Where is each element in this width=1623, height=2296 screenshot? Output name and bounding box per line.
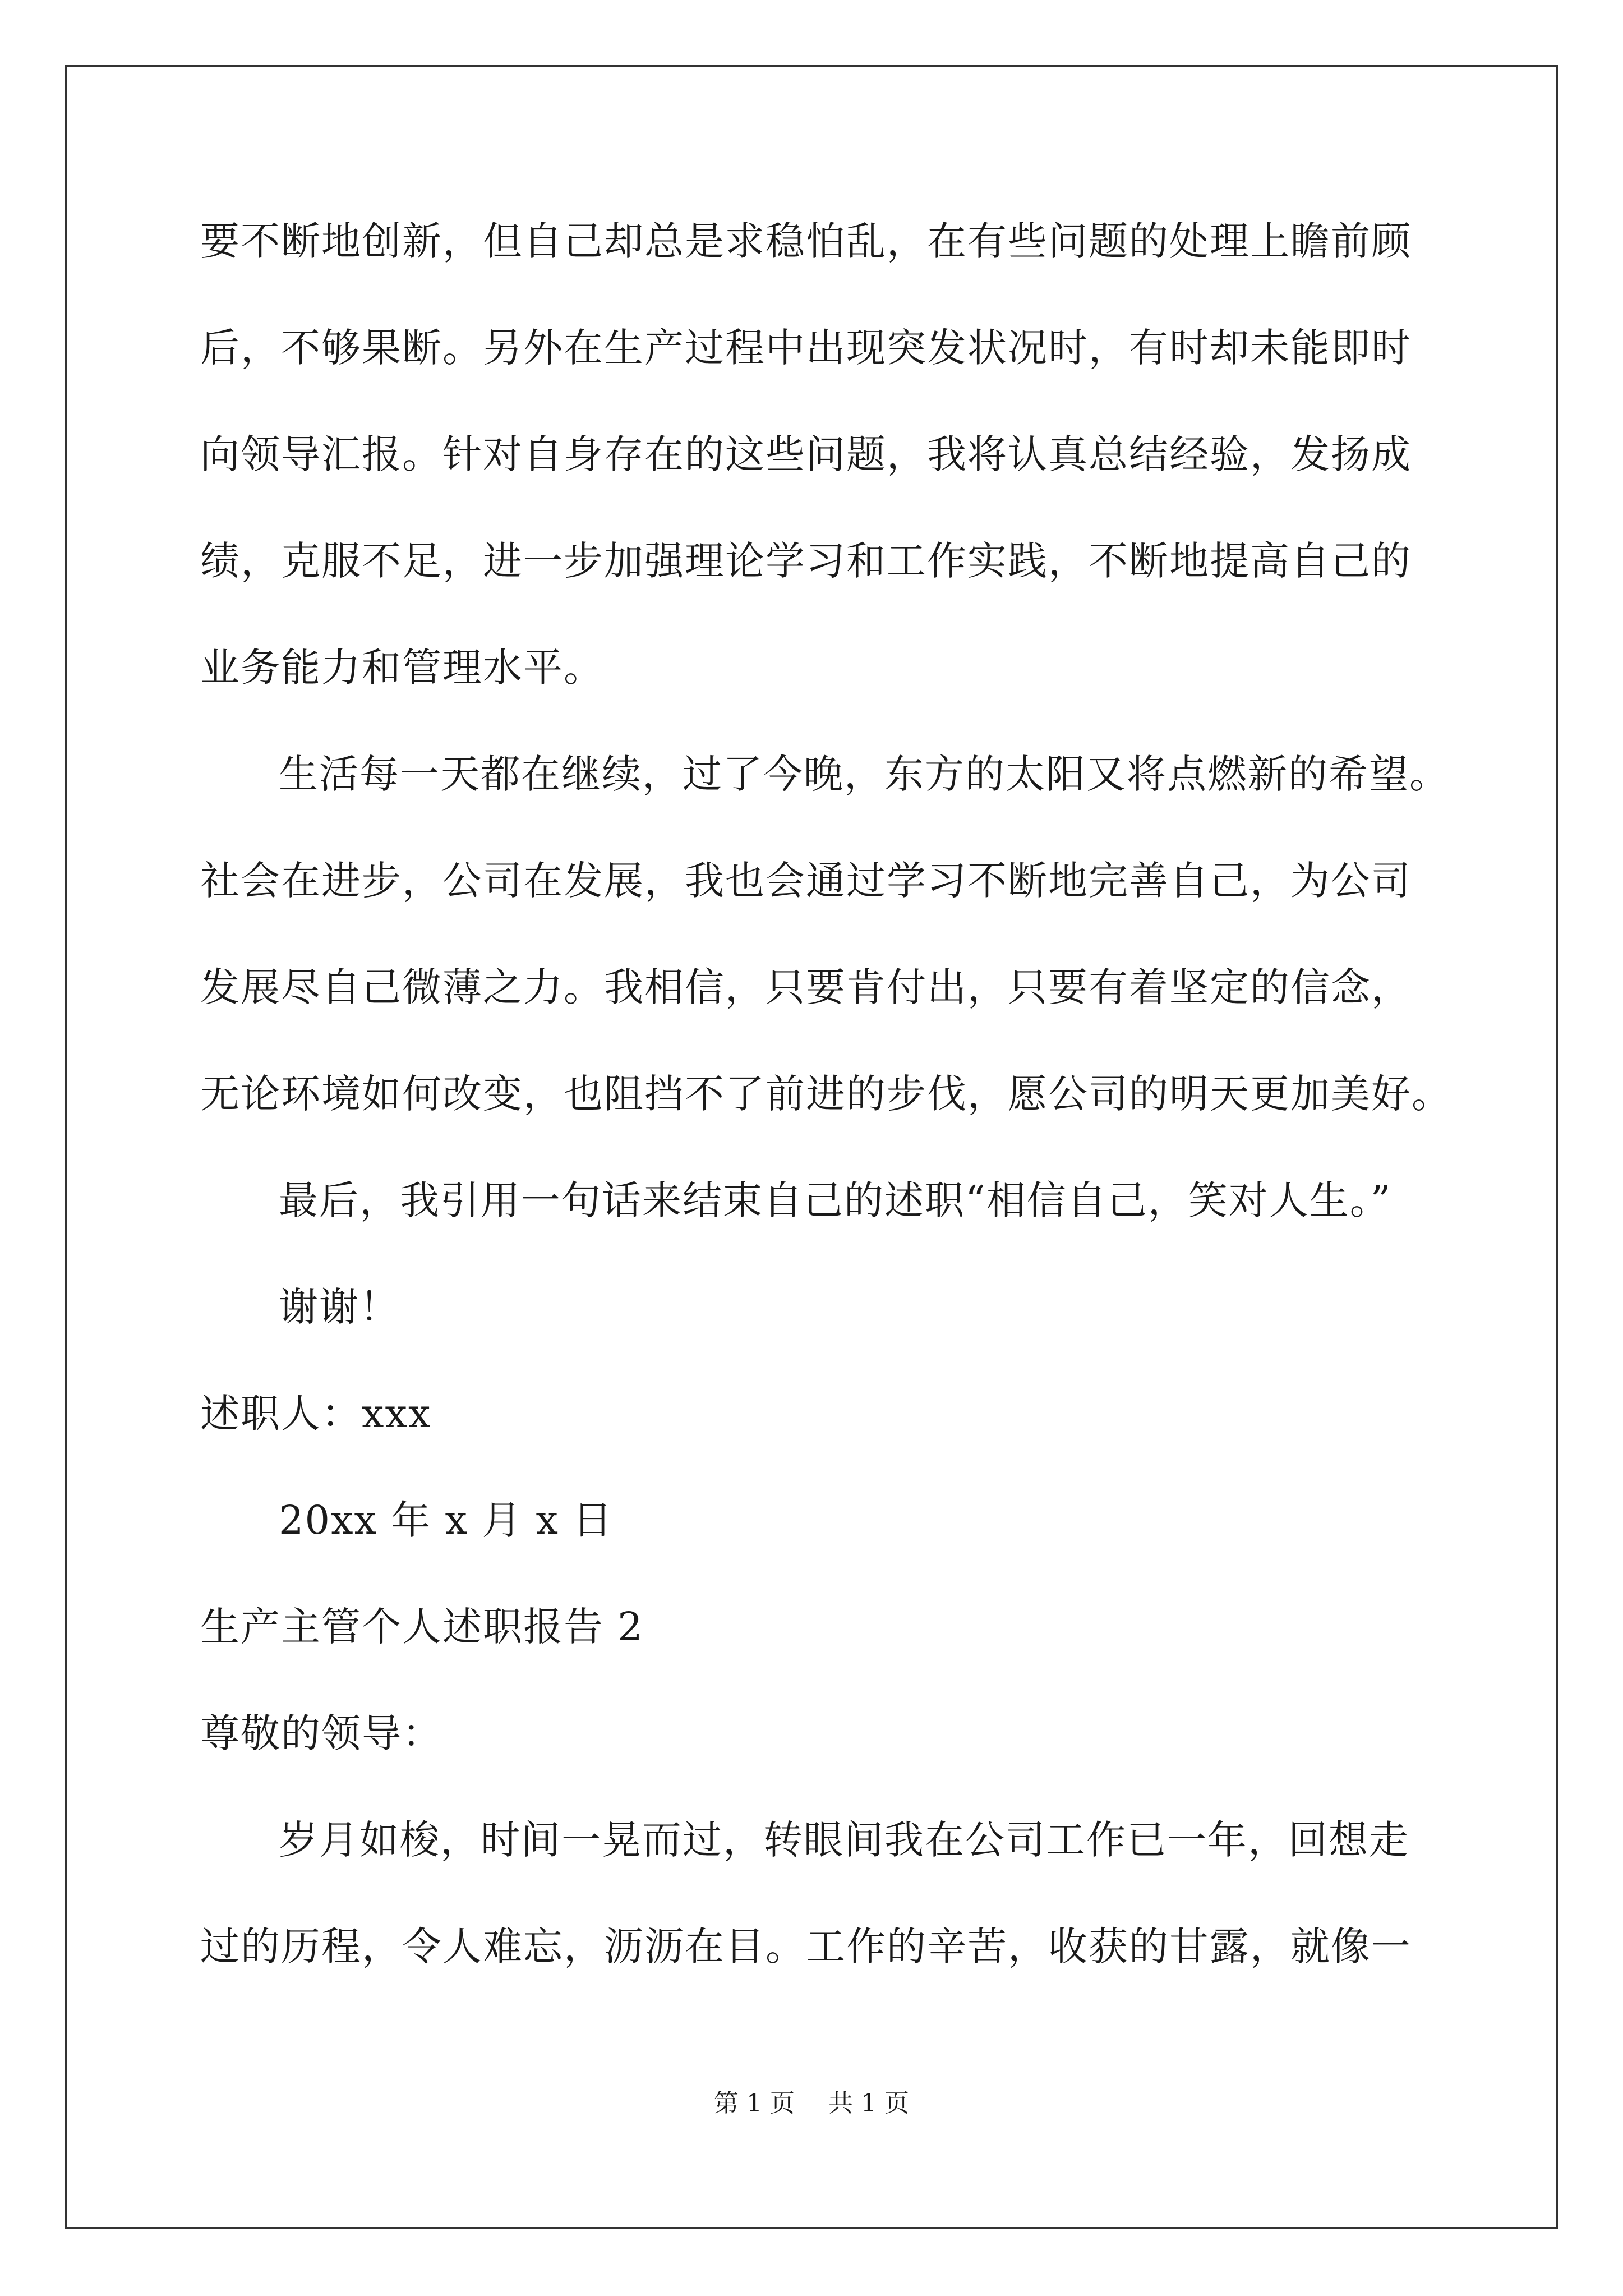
text-line: 业务能力和管理水平。 <box>200 645 604 691</box>
text-line: 要不断地创新，但自己却总是求稳怕乱，在有些问题的处理上瞻前顾 <box>200 218 1412 264</box>
signature-line: 述职人：xxx <box>200 1391 432 1437</box>
text-line: 岁月如梭，时间一晃而过，转眼间我在公司工作已一年，回想走 <box>279 1817 1409 1863</box>
text-line: 后，不够果断。另外在生产过程中出现突发状况时，有时却未能即时 <box>200 325 1412 371</box>
section-title: 生产主管个人述职报告 2 <box>200 1604 644 1650</box>
page-footer <box>0 2087 1623 2120</box>
thanks-line: 谢谢！ <box>279 1284 400 1330</box>
text-line: 生活每一天都在继续，过了今晚，东方的太阳又将点燃新的希望。 <box>279 751 1450 797</box>
text-line: 最后，我引用一句话来结束自己的述职“相信自己，笑对人生。” <box>279 1177 1392 1223</box>
text-line: 绩，克服不足，进一步加强理论学习和工作实践，不断地提高自己的 <box>200 538 1412 584</box>
text-line: 无论环境如何改变，也阻挡不了前进的步伐，愿公司的明天更加美好。 <box>200 1071 1452 1117</box>
page-number: 第 1 页 <box>714 2089 795 2118</box>
text-line: 向领导汇报。针对自身存在的这些问题，我将认真总结经验，发扬成 <box>200 431 1412 477</box>
salutation-line: 尊敬的领导： <box>200 1710 442 1756</box>
page-frame <box>65 65 1558 2229</box>
text-line: 过的历程，令人难忘，沥沥在目。工作的辛苦，收获的甘露，就像一 <box>200 1924 1412 1970</box>
date-line: 20xx 年 x 月 x 日 <box>279 1497 614 1543</box>
text-line: 社会在进步，公司在发展，我也会通过学习不断地完善自己，为公司 <box>200 858 1412 904</box>
page-total: 共 1 页 <box>828 2089 909 2118</box>
text-line: 发展尽自己微薄之力。我相信，只要肯付出，只要有着坚定的信念， <box>200 964 1412 1010</box>
